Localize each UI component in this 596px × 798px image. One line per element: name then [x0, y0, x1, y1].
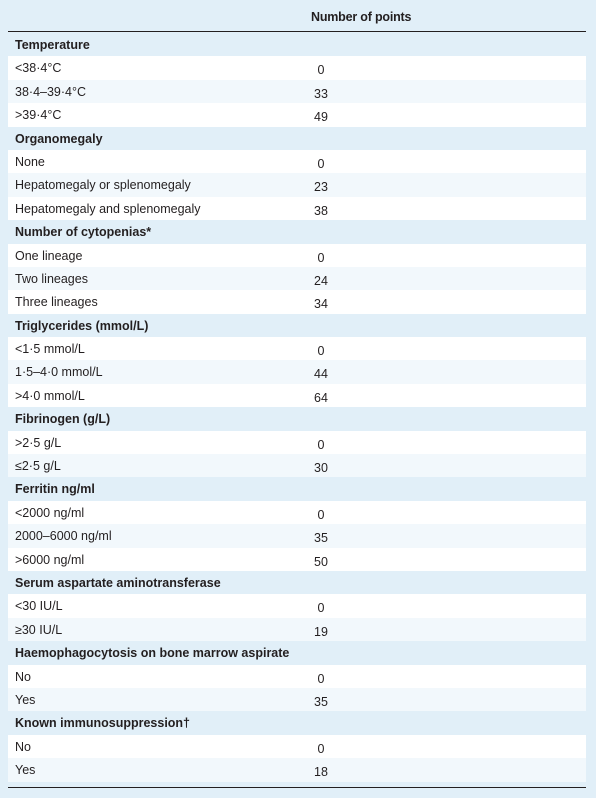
bottom-rule [8, 787, 586, 788]
row-points: 35 [314, 531, 328, 546]
row-label: <1·5 mmol/L [15, 342, 85, 357]
row-label: <2000 ng/ml [15, 505, 85, 520]
section-title: Ferritin ng/ml [15, 482, 95, 497]
row-points: 0 [317, 156, 325, 171]
row-points: 0 [317, 507, 325, 522]
row-label: None [15, 154, 45, 169]
table-row [8, 618, 586, 641]
row-points: 35 [314, 694, 328, 709]
section-title: Triglycerides (mmol/L) [15, 318, 149, 333]
row-points: 23 [314, 180, 328, 195]
scoring-table [8, 33, 586, 782]
row-points: 0 [317, 741, 325, 756]
row-points: 49 [314, 110, 328, 125]
section-header-row [8, 711, 586, 734]
row-points: 0 [317, 344, 325, 359]
section-header-row [8, 407, 586, 430]
table-row [8, 758, 586, 781]
row-points: 44 [314, 367, 328, 382]
row-points: 50 [314, 554, 328, 569]
row-label: 1·5–4·0 mmol/L [15, 365, 103, 380]
row-label: One lineage [15, 248, 83, 263]
table-row [8, 290, 586, 313]
table-row [8, 665, 586, 688]
table-row [8, 431, 586, 454]
row-label: Hepatomegaly or splenomegaly [15, 178, 191, 193]
table-row [8, 56, 586, 79]
table-row [8, 735, 586, 758]
row-points: 34 [314, 297, 328, 312]
row-label: <38·4°C [15, 61, 62, 76]
section-header-row [8, 571, 586, 594]
table-row [8, 173, 586, 196]
table-row [8, 524, 586, 547]
table-row [8, 384, 586, 407]
table-row [8, 244, 586, 267]
row-label: 38·4–39·4°C [15, 84, 87, 99]
section-title: Serum aspartate aminotransferase [15, 575, 221, 590]
section-title: Fibrinogen (g/L) [15, 412, 111, 427]
table-row [8, 594, 586, 617]
section-title: Known immunosuppression† [15, 716, 191, 731]
row-label: >4·0 mmol/L [15, 388, 85, 403]
table-row [8, 548, 586, 571]
row-points: 0 [317, 250, 325, 265]
row-label: ≥30 IU/L [15, 622, 63, 637]
section-title: Number of cytopenias* [15, 225, 152, 240]
row-label: Three lineages [15, 295, 98, 310]
table-row [8, 80, 586, 103]
row-label: Yes [15, 692, 36, 707]
section-header-row [8, 127, 586, 150]
row-label: No [15, 739, 31, 754]
row-label: No [15, 669, 31, 684]
table-row [8, 454, 586, 477]
table-row [8, 688, 586, 711]
table-header [8, 0, 586, 32]
table-row [8, 150, 586, 173]
row-label: Hepatomegaly and splenomegaly [15, 201, 201, 216]
row-points: 30 [314, 461, 328, 476]
row-label: Yes [15, 763, 36, 778]
row-points: 38 [314, 203, 328, 218]
section-title: Haemophagocytosis on bone marrow aspirate [15, 646, 290, 661]
row-label: >2·5 g/L [15, 435, 62, 450]
table-row [8, 360, 586, 383]
row-points: 0 [317, 671, 325, 686]
row-points: 24 [314, 273, 328, 288]
section-header-row [8, 477, 586, 500]
section-title: Organomegaly [15, 131, 103, 146]
table-row [8, 267, 586, 290]
row-label: 2000–6000 ng/ml [15, 529, 112, 544]
row-points: 0 [317, 437, 325, 452]
table-row [8, 501, 586, 524]
row-points: 18 [314, 765, 328, 780]
row-points: 19 [314, 624, 328, 639]
row-label: >39·4°C [15, 108, 62, 123]
row-label: ≤2·5 g/L [15, 459, 61, 474]
section-header-row [8, 314, 586, 337]
row-label: <30 IU/L [15, 599, 63, 614]
row-points: 0 [317, 63, 325, 78]
row-points: 0 [317, 601, 325, 616]
row-label: Two lineages [15, 271, 88, 286]
table-row [8, 103, 586, 126]
section-header-row [8, 220, 586, 243]
row-points: 33 [314, 86, 328, 101]
row-points: 64 [314, 390, 328, 405]
section-header-row [8, 641, 586, 664]
table-row [8, 197, 586, 220]
points-column-header: Number of points [311, 10, 412, 24]
section-header-row [8, 33, 586, 56]
row-label: >6000 ng/ml [15, 552, 85, 567]
section-title: Temperature [15, 38, 90, 52]
table-row [8, 337, 586, 360]
